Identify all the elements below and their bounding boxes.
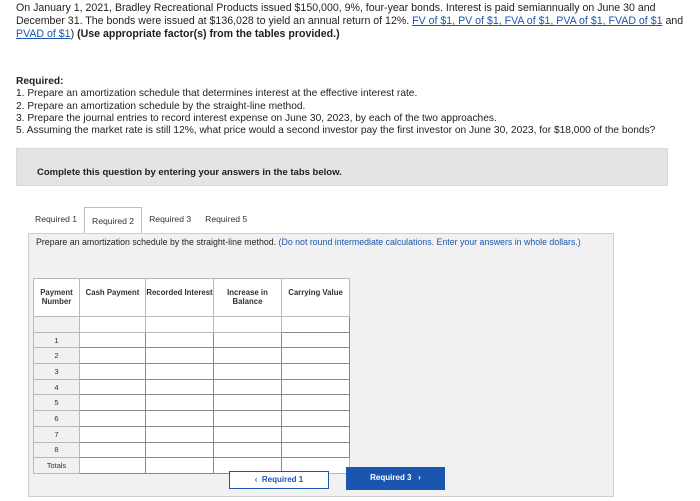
increase-in-balance-input[interactable]: [214, 364, 282, 380]
tab-required-2[interactable]: Required 2: [84, 207, 142, 235]
cash-payment-input[interactable]: [80, 379, 146, 395]
cash-payment-input[interactable]: [80, 364, 146, 380]
problem-text: On January 1, 2021, Bradley Recreational Products issued $150,000, 9%, four-year bonds. Interest is paid semiannually on June 30 and December 31. The bonds were issued at $136,028 to yield an annual return of 12%.: [16, 2, 656, 27]
required-item-1: 1. Prepare an amortization schedule that determines interest at the effective interest rate.: [16, 88, 418, 100]
prev-required-button[interactable]: [229, 471, 329, 489]
recorded-interest-input[interactable]: [146, 379, 214, 395]
cash-payment-input[interactable]: [80, 348, 146, 364]
carrying-value-input[interactable]: [282, 426, 350, 442]
tab-panel: [28, 233, 614, 497]
carrying-value-input[interactable]: [282, 395, 350, 411]
table-row: [34, 317, 350, 333]
recorded-interest-input[interactable]: [146, 395, 214, 411]
required-item-3: 3. Prepare the journal entries to record interest expense on June 30, 2023, by each of the two approaches.: [16, 112, 497, 124]
table-header-row: [34, 279, 350, 317]
header-increase-in-balance: Increase in Balance: [214, 279, 282, 317]
tab-required-1[interactable]: Required 1: [28, 206, 84, 234]
payment-number-cell: 6: [34, 411, 80, 427]
cash-payment-input[interactable]: [80, 426, 146, 442]
payment-number-cell: 1: [34, 332, 80, 348]
carrying-value-input[interactable]: [282, 332, 350, 348]
cash-payment-input[interactable]: [80, 411, 146, 427]
payment-number-cell: 4: [34, 379, 80, 395]
carrying-value-input[interactable]: [282, 317, 350, 333]
required-item-2: 2. Prepare an amortization schedule by the straight-line method.: [16, 100, 306, 112]
pv-table-link[interactable]: PV of $1: [458, 15, 499, 27]
increase-in-balance-input[interactable]: [214, 332, 282, 348]
carrying-value-input[interactable]: [282, 348, 350, 364]
pva-table-link[interactable]: PVA of $1: [556, 15, 603, 27]
cash-payment-input[interactable]: [80, 442, 146, 458]
pvad-table-link[interactable]: PVAD of $1: [16, 28, 71, 40]
fva-table-link[interactable]: FVA of $1: [504, 15, 551, 27]
recorded-interest-input[interactable]: [146, 442, 214, 458]
total-recorded-interest-input[interactable]: [146, 458, 214, 474]
panel-instruction-text: Prepare an amortization schedule by the straight-line method.: [36, 237, 277, 247]
required-section: [16, 76, 692, 137]
chevron-right-icon: ›: [418, 473, 421, 482]
amortization-table: [33, 278, 350, 474]
totals-label: Totals: [34, 458, 80, 474]
next-button-label: Required 3: [370, 473, 412, 482]
increase-in-balance-input[interactable]: [214, 379, 282, 395]
increase-in-balance-input[interactable]: [214, 395, 282, 411]
and-text: and: [665, 15, 684, 27]
header-recorded-interest: Recorded Interest: [146, 279, 214, 317]
cash-payment-input[interactable]: [80, 332, 146, 348]
carrying-value-input[interactable]: [282, 442, 350, 458]
payment-number-cell: [34, 317, 80, 333]
required-item-5: 5. Assuming the market rate is still 12%, what price would a second investor pay the first investor on June 30, 2023, for $18,000 of the bonds?: [16, 125, 656, 137]
next-required-button[interactable]: [346, 467, 445, 490]
header-carrying-value: Carrying Value: [282, 279, 350, 317]
cash-payment-input[interactable]: [80, 395, 146, 411]
payment-number-cell: 3: [34, 364, 80, 380]
recorded-interest-input[interactable]: [146, 332, 214, 348]
table-row: [34, 411, 350, 427]
increase-in-balance-input[interactable]: [214, 426, 282, 442]
fvad-table-link[interactable]: FVAD of $1: [608, 15, 663, 27]
increase-in-balance-input[interactable]: [214, 348, 282, 364]
header-payment-number: Payment Number: [34, 279, 80, 317]
payment-number-cell: 5: [34, 395, 80, 411]
table-row: [34, 379, 350, 395]
chevron-left-icon: ‹: [254, 475, 258, 484]
table-row: [34, 426, 350, 442]
panel-instruction: [36, 237, 612, 248]
payment-number-cell: 7: [34, 426, 80, 442]
total-cash-payment-input[interactable]: [80, 458, 146, 474]
recorded-interest-input[interactable]: [146, 411, 214, 427]
carrying-value-input[interactable]: [282, 379, 350, 395]
problem-statement: On January 1, 2021, Bradley Recreational Products issued $150,000, 9%, four-year bonds. Interest is paid semiannually on June 30 and December 31. The bonds were issued at $136,028 to yield an annual return of 12%. FV of $1, PV of $1, FVA of $1, PVA of $1, FVAD of $1 and PVAD of $1) (Use appropriate factor(s) from the tables provided.): [16, 2, 684, 40]
tab-bar: [28, 206, 254, 234]
banner-text: Complete this question by entering your answers in the tabs below.: [37, 167, 342, 178]
table-row: [34, 332, 350, 348]
increase-in-balance-input[interactable]: [214, 442, 282, 458]
table-row: [34, 348, 350, 364]
recorded-interest-input[interactable]: [146, 426, 214, 442]
payment-number-cell: 2: [34, 348, 80, 364]
table-row: [34, 442, 350, 458]
required-heading: Required:: [16, 76, 64, 87]
recorded-interest-input[interactable]: [146, 348, 214, 364]
table-row: [34, 395, 350, 411]
tab-required-5[interactable]: Required 5: [198, 206, 254, 234]
carrying-value-input[interactable]: [282, 411, 350, 427]
payment-number-cell: 8: [34, 442, 80, 458]
increase-in-balance-input[interactable]: [214, 411, 282, 427]
carrying-value-input[interactable]: [282, 364, 350, 380]
header-cash-payment: Cash Payment: [80, 279, 146, 317]
prev-button-label: Required 1: [261, 475, 304, 484]
factor-instruction: (Use appropriate factor(s) from the tables provided.): [77, 28, 340, 40]
instructions-banner: [16, 148, 668, 186]
table-row: [34, 364, 350, 380]
fv-table-link[interactable]: FV of $1: [412, 15, 453, 27]
rounding-note: (Do not round intermediate calculations. Enter your answers in whole dollars.): [278, 237, 581, 247]
tab-required-3[interactable]: Required 3: [142, 206, 198, 234]
recorded-interest-input[interactable]: [146, 364, 214, 380]
